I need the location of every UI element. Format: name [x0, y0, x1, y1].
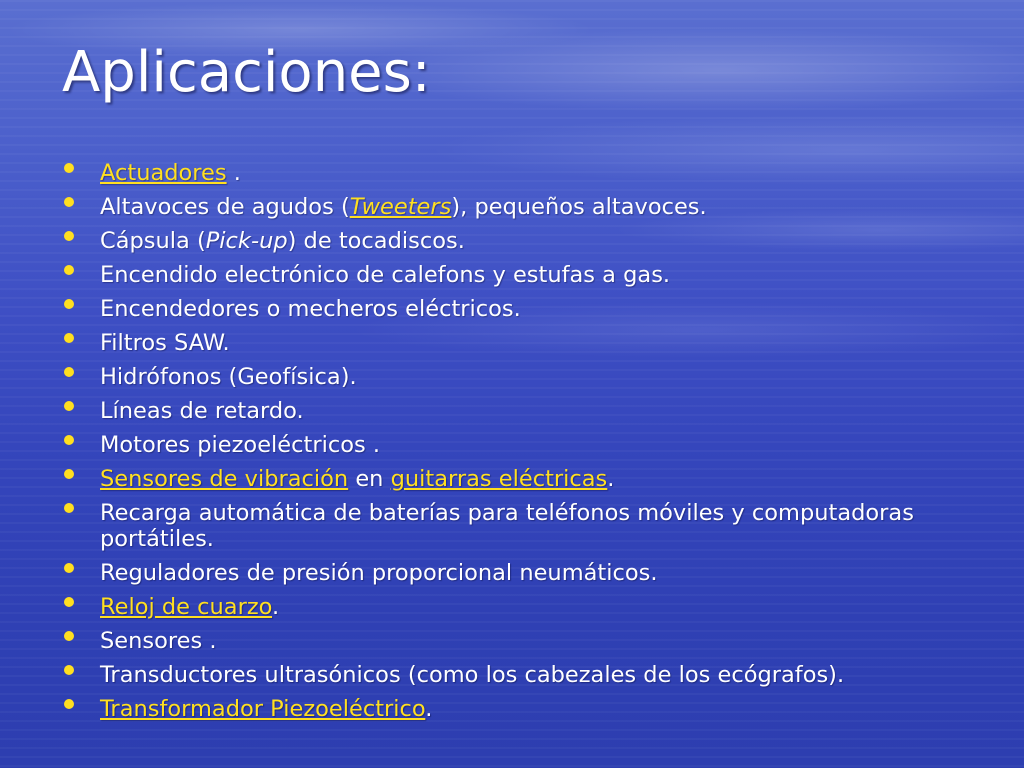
bullet-list — [62, 160, 962, 730]
list-item — [62, 364, 962, 390]
bullet-text: Cápsula ( — [100, 228, 206, 254]
slide-title: Aplicaciones: — [62, 40, 431, 105]
bullet-dot-icon — [64, 563, 74, 573]
bullet-text: Líneas de retardo. — [100, 398, 304, 424]
bullet-text: Filtros SAW. — [100, 330, 230, 356]
bullet-dot-icon — [64, 367, 74, 377]
list-item — [62, 594, 962, 620]
list-item — [62, 330, 962, 356]
bullet-dot-icon — [64, 265, 74, 275]
bullet-dot-icon — [64, 665, 74, 675]
bullet-link[interactable]: Tweeters — [349, 194, 452, 220]
bullet-text: ) de tocadiscos. — [287, 228, 465, 254]
bullet-dot-icon — [64, 197, 74, 207]
bullet-text: Reguladores de presión proporcional neumáticos. — [100, 560, 658, 586]
list-item — [62, 628, 962, 654]
bullet-text: Motores piezoeléctricos . — [100, 432, 380, 458]
list-item — [62, 194, 962, 220]
bullet-text: . — [425, 696, 433, 722]
list-item — [62, 662, 962, 688]
bullet-dot-icon — [64, 231, 74, 241]
list-item — [62, 560, 962, 586]
bullet-text: Encendido electrónico de calefons y estufas a gas. — [100, 262, 671, 288]
bullet-text: . — [607, 466, 615, 492]
bullet-link[interactable]: Transformador Piezoeléctrico — [100, 696, 426, 722]
list-item — [62, 500, 962, 552]
bullet-text: en — [348, 466, 391, 492]
bullet-dot-icon — [64, 435, 74, 445]
list-item — [62, 696, 962, 722]
bullet-text: Pick-up — [205, 228, 288, 254]
bullet-link[interactable]: Actuadores — [100, 160, 227, 186]
bullet-link[interactable]: Sensores de vibración — [100, 466, 349, 492]
bullet-link[interactable]: Reloj de cuarzo — [100, 594, 273, 620]
list-item — [62, 432, 962, 458]
list-item — [62, 466, 962, 492]
bullet-dot-icon — [64, 333, 74, 343]
list-item — [62, 160, 962, 186]
bullet-text: Sensores . — [100, 628, 217, 654]
bullet-text: Altavoces de agudos ( — [100, 194, 350, 220]
list-item — [62, 296, 962, 322]
bullet-text: . — [226, 160, 241, 186]
list-item — [62, 262, 962, 288]
bullet-dot-icon — [64, 631, 74, 641]
bullet-dot-icon — [64, 503, 74, 513]
bullet-dot-icon — [64, 163, 74, 173]
bullet-text: Hidrófonos (Geofísica). — [100, 364, 357, 390]
bullet-text: . — [272, 594, 280, 620]
list-item — [62, 228, 962, 254]
bullet-text: Recarga automática de baterías para teléfonos móviles y computadoras portátiles. — [100, 500, 914, 552]
bullet-dot-icon — [64, 469, 74, 479]
bullet-text: Encendedores o mecheros eléctricos. — [100, 296, 521, 322]
bullet-dot-icon — [64, 299, 74, 309]
bullet-dot-icon — [64, 597, 74, 607]
bullet-link[interactable]: guitarras eléctricas — [390, 466, 608, 492]
bullet-text: ), pequeños altavoces. — [451, 194, 707, 220]
bullet-dot-icon — [64, 401, 74, 411]
bullet-text: Transductores ultrasónicos (como los cabezales de los ecógrafos). — [100, 662, 845, 688]
bullet-dot-icon — [64, 699, 74, 709]
list-item — [62, 398, 962, 424]
